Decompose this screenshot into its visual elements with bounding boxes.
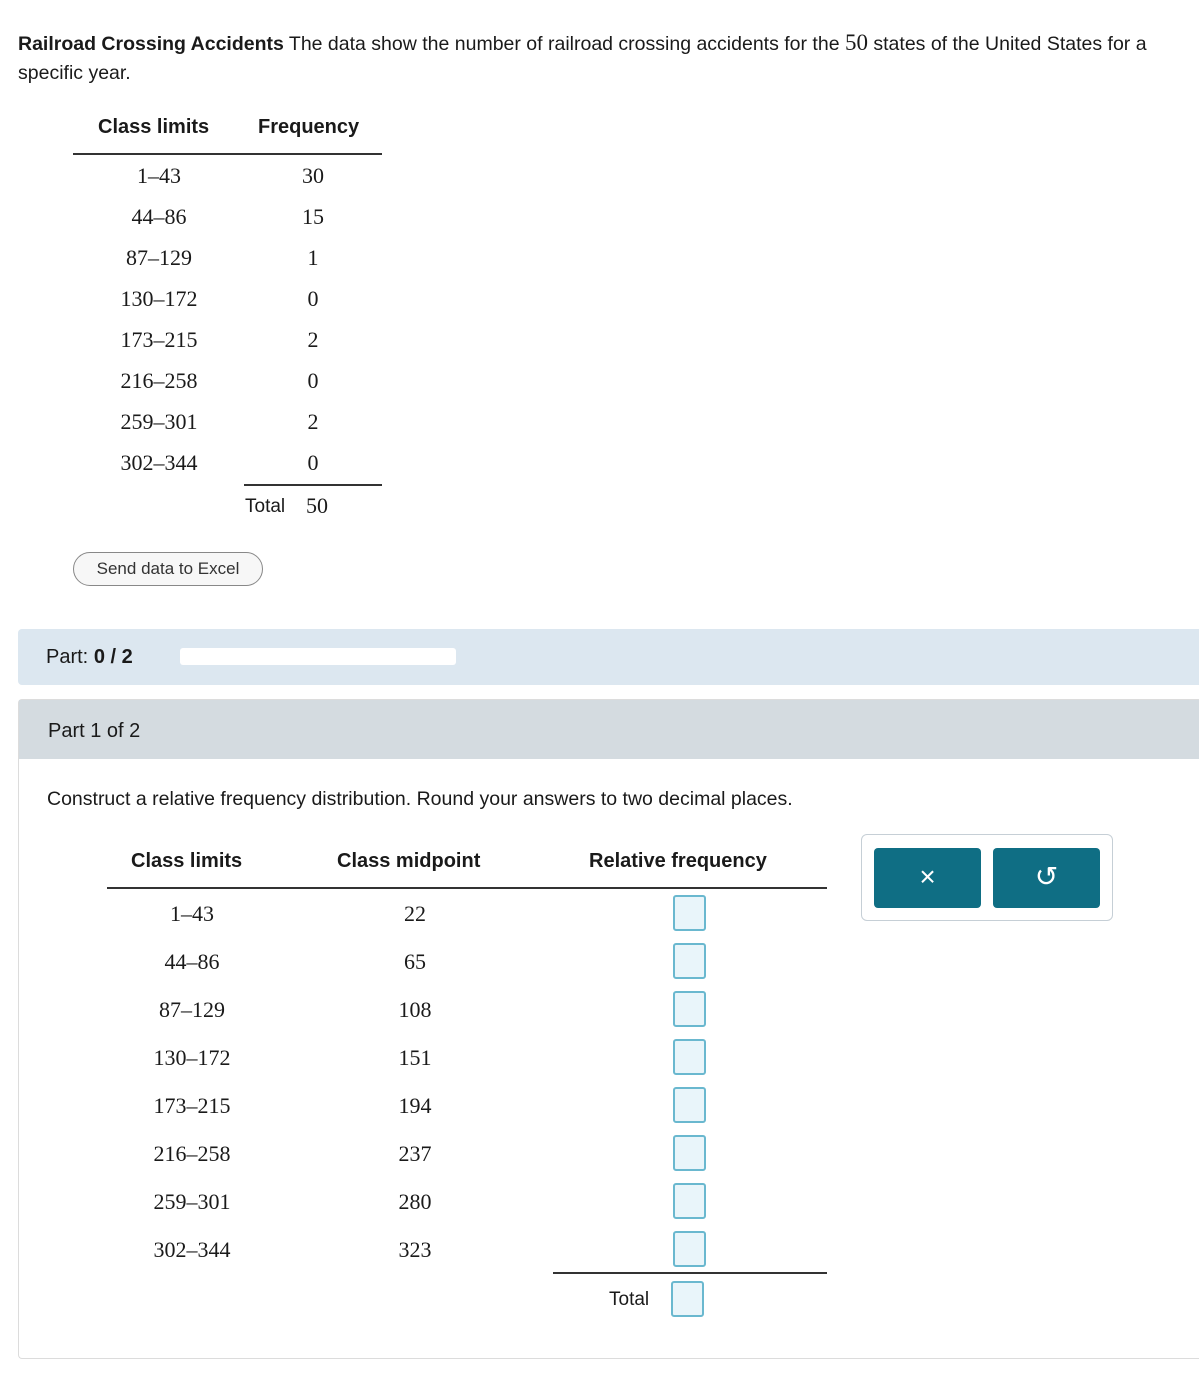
instruction-text: Construct a relative frequency distribution. Round your answers to two decimal places. [47,788,793,810]
part-progress-label [46,646,133,669]
relative-frequency-input[interactable] [673,1183,706,1219]
t1-limits-cell: 259–301 [120,409,198,434]
t2-midpoint-cell: 22 [404,901,426,926]
problem-text-2: states of the United States for a specific year. [18,33,1147,84]
t2-limits-cell: 130–172 [153,1045,231,1070]
send-to-excel-button[interactable]: Send data to Excel [73,552,263,586]
t2-header-class-limits: Class limits [131,850,243,872]
t2-header-class-midpoint: Class midpoint [337,850,481,872]
progress-track [180,648,456,665]
t1-freq-cell: 0 [307,450,319,475]
t1-limits-cell: 302–344 [120,450,198,475]
t1-header-frequency: Frequency [258,116,360,138]
problem-number: 50 [844,30,868,55]
t2-limits-cell: 173–215 [153,1093,231,1118]
t2-midpoint-cell: 323 [398,1237,432,1262]
t2-header-relative-frequency: Relative frequency [589,850,767,872]
relative-frequency-input[interactable] [673,1039,706,1075]
t2-midpoint-cell: 237 [398,1141,432,1166]
t1-limits-cell: 216–258 [120,368,198,393]
close-icon: × [919,861,936,892]
t1-limits-cell: 87–129 [126,245,192,270]
t2-limits-cell: 302–344 [153,1237,231,1262]
t2-total-label: Total [609,1289,650,1310]
t1-limits-cell: 1–43 [137,163,181,188]
t2-total-rule [553,1272,827,1274]
part-header [19,700,1199,759]
t2-midpoint-cell: 194 [398,1093,432,1118]
action-card [861,834,1113,921]
relative-frequency-input[interactable] [673,1135,706,1171]
clear-button[interactable] [874,848,981,908]
t1-freq-cell: 0 [307,368,319,393]
t1-limits-cell: 44–86 [131,204,187,229]
t2-limits-cell: 1–43 [170,901,214,926]
t1-freq-cell: 2 [307,409,319,434]
relative-frequency-total-input[interactable] [671,1281,704,1317]
t1-total-rule [244,484,382,486]
t2-midpoint-cell: 280 [398,1189,432,1214]
undo-button[interactable] [993,848,1100,908]
t2-midpoint-cell: 108 [398,997,432,1022]
t2-header-rule [107,887,827,889]
t1-limits-cell: 173–215 [120,327,198,352]
undo-icon: ↺ [1034,861,1059,892]
t1-freq-cell: 2 [307,327,319,352]
t1-header-class-limits: Class limits [98,116,210,138]
t1-freq-cell: 1 [307,245,319,270]
relative-frequency-input[interactable] [673,943,706,979]
t1-total-label: Total [245,496,286,517]
problem-title: Railroad Crossing Accidents [18,33,284,55]
t1-freq-cell: 15 [302,204,324,229]
problem-statement [18,28,1188,88]
part-progress-bar [18,629,1199,685]
t1-freq-cell: 30 [302,163,324,188]
relative-frequency-input[interactable] [673,1231,706,1267]
t1-header-rule [73,153,382,155]
t2-midpoint-cell: 151 [398,1045,432,1070]
t2-limits-cell: 44–86 [164,949,220,974]
t2-midpoint-cell: 65 [404,949,426,974]
t2-limits-cell: 87–129 [159,997,225,1022]
part-header-label: Part 1 of 2 [48,720,141,742]
t2-limits-cell: 216–258 [153,1141,231,1166]
relative-frequency-input[interactable] [673,895,706,931]
t1-freq-cell: 0 [307,286,319,311]
part-label-text: Part: [46,646,89,668]
t1-total-value: 50 [306,493,328,518]
t1-limits-cell: 130–172 [120,286,198,311]
part-progress-value: 0 / 2 [93,646,133,668]
relative-frequency-input[interactable] [673,1087,706,1123]
t2-limits-cell: 259–301 [153,1189,231,1214]
relative-frequency-input[interactable] [673,991,706,1027]
problem-text-1: The data show the number of railroad crossing accidents for the [283,33,845,55]
